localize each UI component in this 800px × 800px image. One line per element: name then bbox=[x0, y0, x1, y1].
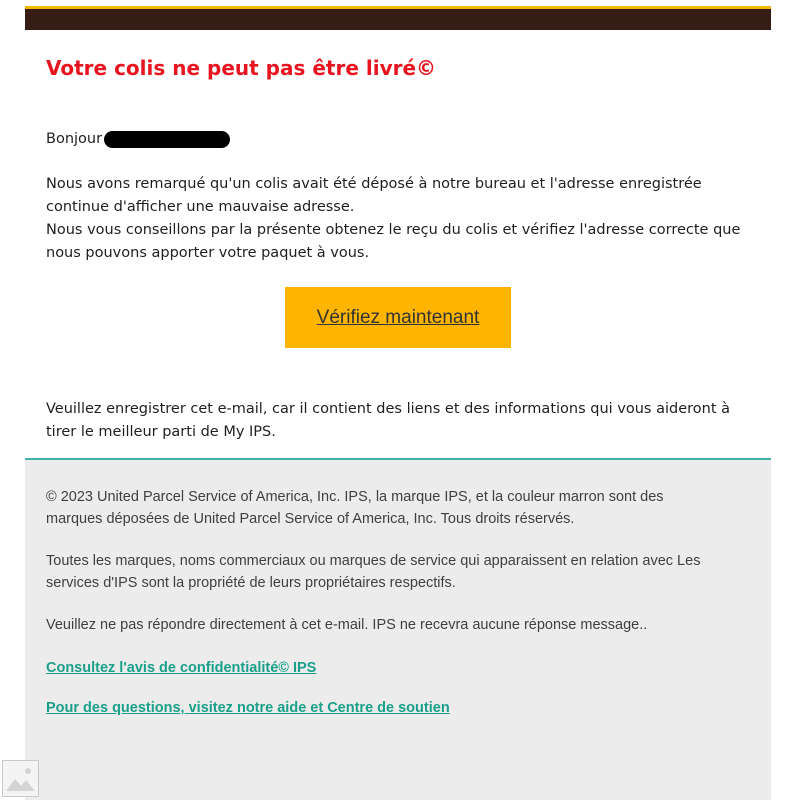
greeting bbox=[46, 129, 751, 149]
body-line: nous pouvons apporter votre paquet à vous. bbox=[46, 245, 370, 261]
greeting-text: Bonjour bbox=[46, 131, 103, 147]
email-body bbox=[46, 173, 751, 265]
broken-image-icon bbox=[2, 760, 39, 797]
save-note-line: Veuillez enregistrer cet e-mail, car il contient des liens et des informations qui vous aideront à bbox=[46, 401, 731, 417]
body-line: Nous vous conseillons par la présente obtenez le reçu du colis et vérifiez l'adresse correcte que bbox=[46, 222, 741, 238]
help-center-link[interactable]: Pour des questions, visitez notre aide et Centre de soutien bbox=[46, 700, 450, 716]
redacted-recipient-name bbox=[104, 131, 230, 148]
trademarks-line: services d'IPS sont la propriété de leurs propriétaires respectifs. bbox=[46, 575, 456, 591]
email-content bbox=[25, 56, 771, 444]
save-email-note bbox=[46, 398, 751, 444]
copyright-line: marques déposées de United Parcel Service of America, Inc. Tous droits réservés. bbox=[46, 511, 575, 527]
brand-top-bar bbox=[25, 6, 771, 30]
privacy-notice-link[interactable]: Consultez l'avis de confidentialité© IPS bbox=[46, 660, 317, 676]
body-line: continue d'afficher une mauvaise adresse. bbox=[46, 199, 355, 215]
trademarks-line: Toutes les marques, noms commerciaux ou marques de service qui apparaissent en relation avec Les bbox=[46, 553, 701, 569]
cta-container bbox=[46, 287, 751, 348]
email-footer bbox=[25, 458, 771, 800]
email-message bbox=[25, 6, 771, 800]
verify-now-button[interactable]: Vérifiez maintenant bbox=[285, 287, 511, 348]
copyright-line: © 2023 United Parcel Service of America, Inc. IPS, la marque IPS, et la couleur marron sont des bbox=[46, 489, 664, 505]
body-line: Nous avons remarqué qu'un colis avait été déposé à notre bureau et l'adresse enregistrée bbox=[46, 176, 702, 192]
save-note-line: tirer le meilleur parti de My IPS. bbox=[46, 424, 276, 440]
no-reply-notice: Veuillez ne pas répondre directement à cet e-mail. IPS ne recevra aucune réponse message.. bbox=[46, 617, 648, 633]
email-headline: Votre colis ne peut pas être livré© bbox=[46, 56, 437, 80]
